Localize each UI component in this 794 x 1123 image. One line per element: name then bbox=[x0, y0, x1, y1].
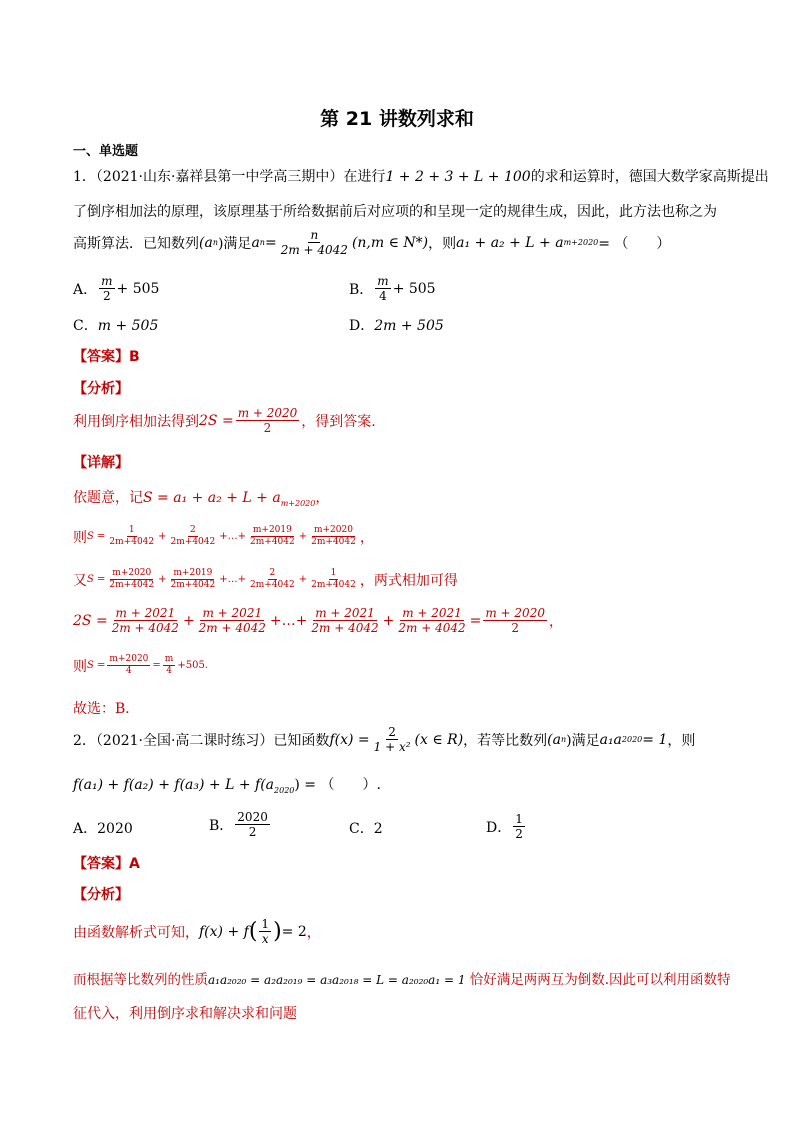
dots: +…+ bbox=[269, 612, 308, 629]
analysis-b: 2S = bbox=[199, 412, 234, 429]
q2-line1: 2．（2021·全国·高二课时练习）已知函数 f(x) = $\frac{2}{\text{1 + x²}}$ (x ∈ R) ，若等比数列 (a n )满足 a₁a 2020 = 1 ，则 bbox=[73, 725, 696, 754]
frac-num: m+2020 bbox=[112, 568, 152, 578]
option-label: A． bbox=[73, 821, 98, 837]
d1-c: ， bbox=[315, 490, 330, 506]
a1-d: ， bbox=[306, 924, 321, 941]
a2-a: 而根据等比数列的性质 bbox=[73, 972, 208, 988]
d2-frac-3 bbox=[248, 525, 297, 548]
q1-detail-5 bbox=[73, 654, 208, 677]
d3-b: S = bbox=[87, 574, 106, 585]
d2-b: S = bbox=[87, 531, 106, 542]
q1-analysis-tag: 【分析】 bbox=[73, 381, 129, 397]
equals: = bbox=[152, 660, 161, 671]
d5-c: +505. bbox=[177, 660, 208, 671]
frac-den: 2 bbox=[515, 827, 523, 841]
option-rest: + 505 bbox=[116, 280, 160, 297]
q2-analysis-2 bbox=[73, 968, 731, 988]
frac-den: 2m+4042 bbox=[109, 580, 155, 590]
q2-option-a bbox=[73, 818, 133, 838]
d4-a: 2S = bbox=[73, 612, 108, 629]
equals: = bbox=[469, 612, 482, 629]
frac-den: 2 bbox=[103, 289, 111, 303]
option-fraction bbox=[513, 812, 525, 841]
d5-b: S = bbox=[87, 660, 106, 671]
frac-den: 2 bbox=[248, 825, 257, 839]
plus: + bbox=[182, 612, 195, 629]
option-text: m + 505 bbox=[97, 318, 159, 334]
q2-then: ，则 bbox=[667, 732, 696, 749]
option-label: D． bbox=[349, 318, 375, 334]
a2-c: 恰好满足两两互为倒数.因此可以利用函数特 bbox=[465, 972, 731, 988]
frac-num: 2 bbox=[388, 725, 396, 739]
q2-sum: f(a₁) + f(a₂) + f(a₃) + L + f(a bbox=[73, 777, 275, 793]
q2-fx: f(x) = bbox=[329, 731, 370, 748]
frac-num: m+2020 bbox=[109, 654, 149, 664]
q1-seq-open: (a bbox=[199, 234, 213, 251]
frac-den: 2m+4042 bbox=[311, 537, 356, 547]
plus: + bbox=[158, 574, 167, 585]
frac-num: 2 bbox=[269, 568, 276, 578]
frac-num: 2 bbox=[190, 525, 196, 535]
q1-choose: 故选：B． bbox=[73, 701, 140, 717]
q2-option-b bbox=[209, 810, 272, 839]
q2-fraction bbox=[372, 725, 413, 754]
a1-b: f(x) + f bbox=[199, 923, 249, 940]
frac-num: m+2019 bbox=[252, 525, 292, 535]
analysis-a: 利用倒序相加法得到 bbox=[73, 413, 199, 430]
option-label: C． bbox=[73, 318, 98, 334]
dots: +…+ bbox=[219, 574, 247, 585]
plus: + bbox=[382, 612, 395, 629]
d3-frac-4 bbox=[309, 568, 358, 591]
analysis-c: ，得到答案. bbox=[301, 413, 376, 430]
q2-line2: $f(a_1) + f(a_2) + f(a_3) + L + f(a_{2020})$ = （ ）. bbox=[73, 777, 381, 795]
d2-frac-2 bbox=[169, 525, 218, 548]
q1-eq: = bbox=[264, 234, 277, 251]
d2-frac-1 bbox=[107, 525, 156, 548]
q1-answer: 【答案】B bbox=[73, 349, 140, 365]
frac-num: 2020 bbox=[237, 810, 268, 824]
q1-line3-g: ，则 bbox=[428, 235, 457, 252]
q1-line3-a: 高斯算法．已知数列 bbox=[73, 235, 199, 252]
d5-a: 则 bbox=[73, 658, 87, 675]
q2-eq1: = 1 bbox=[642, 731, 668, 748]
q1-an-num: n bbox=[310, 228, 319, 242]
frac-den: 2m + 4042 bbox=[198, 621, 266, 635]
frac-den: 1 + x² bbox=[373, 740, 411, 754]
q1-line1-math: 1 + 2 + 3 + L + 100 bbox=[385, 169, 531, 185]
d2-a: 则 bbox=[73, 529, 87, 546]
frac-num: m + 2021 bbox=[315, 606, 375, 620]
frac-den: 2m+4042 bbox=[250, 580, 295, 590]
frac-den: 2m+4042 bbox=[109, 537, 155, 547]
option-text: 2m + 505 bbox=[374, 318, 444, 334]
d3-end: ，两式相加可得 bbox=[359, 572, 458, 589]
q1-option-c bbox=[73, 315, 158, 335]
d1-b: S = a₁ + a₂ + L + a bbox=[143, 490, 281, 506]
q2-option-d bbox=[486, 812, 527, 841]
frac-den: 4 bbox=[166, 666, 172, 676]
q1-an-den: 2m + 4042 bbox=[280, 243, 348, 257]
q1-detail-tag: 【详解】 bbox=[73, 455, 129, 471]
option-fraction bbox=[99, 274, 114, 303]
q1-domain: (n,m ∈ N*) bbox=[351, 234, 429, 251]
q1-line1-suffix: 的求和运算时，德国大数学家高斯提出 bbox=[530, 169, 769, 185]
plus: + bbox=[158, 531, 167, 542]
frac-num: m+2020 bbox=[313, 525, 353, 535]
d5-frac-2 bbox=[163, 654, 176, 677]
d2-frac-4 bbox=[309, 525, 358, 548]
d3-a: 又 bbox=[73, 572, 87, 589]
frac-num: 1 bbox=[128, 525, 135, 535]
q2-answer: 【答案】A bbox=[73, 856, 140, 872]
q1-line2: 了倒序相加法的原理，该原理基于所给数据前后对应项的和呈现一定的规律生成，因此，此方法也称之为 bbox=[73, 204, 717, 220]
dots: +…+ bbox=[219, 531, 247, 542]
frac-den: 2m+4042 bbox=[311, 580, 356, 590]
q1-seq-close: )满足 bbox=[217, 235, 252, 252]
d4-frac-2 bbox=[197, 606, 268, 635]
q1-option-a bbox=[73, 274, 159, 303]
frac-den: x bbox=[261, 932, 269, 946]
d4-end: ， bbox=[548, 613, 563, 630]
q2-analysis-1: 由函数解析式可知， f(x) + f ( $\frac{1}{x}$ ) = 2 ， bbox=[73, 917, 321, 946]
plus: + bbox=[298, 574, 308, 585]
q1-option-d bbox=[349, 315, 444, 335]
q2-prefix: 2．（2021·全国·高二课时练习）已知函数 bbox=[73, 732, 330, 749]
frac-num: m + 2020 bbox=[485, 606, 545, 620]
q1-detail-2 bbox=[73, 525, 374, 548]
d3-frac-1 bbox=[107, 568, 156, 591]
option-fraction bbox=[235, 810, 270, 839]
analysis-fraction bbox=[236, 406, 300, 435]
d5-frac-1 bbox=[107, 654, 150, 677]
q1-line1-prefix: 1．（2021·山东·嘉祥县第一中学高三期中）在进行 bbox=[73, 169, 386, 185]
d3-frac-2 bbox=[169, 568, 218, 591]
q1-detail-1: 依题意，记$S = a_1 + a_2 + L + a_{m+2020}$， bbox=[73, 490, 330, 508]
q1-detail-3 bbox=[73, 568, 458, 591]
option-fraction bbox=[375, 274, 390, 303]
frac-den: 2 bbox=[511, 621, 519, 635]
d4-frac-3 bbox=[309, 606, 380, 635]
q2-prod: a₁a bbox=[599, 731, 622, 748]
option-rest: + 505 bbox=[392, 280, 436, 297]
frac-num: m+2019 bbox=[173, 568, 213, 578]
d3-frac-3 bbox=[248, 568, 297, 591]
q2-seq-close: )满足 bbox=[566, 732, 600, 749]
option-label: A． bbox=[73, 281, 98, 298]
frac-den: 2m + 4042 bbox=[311, 621, 379, 635]
plus: + bbox=[298, 531, 308, 542]
frac-num: m bbox=[164, 654, 174, 664]
frac-num: m + 2021 bbox=[115, 606, 176, 620]
q1-sum: a₁ + a₂ + L + a bbox=[456, 234, 564, 251]
q2-domain: (x ∈ R) bbox=[414, 731, 464, 748]
q2-seq-open: (a bbox=[547, 731, 561, 748]
q1-an-fraction bbox=[279, 228, 350, 257]
frac-den: 2m+4042 bbox=[250, 537, 295, 547]
q2-analysis-3: 征代入，利用倒序求和解决求和问题 bbox=[73, 1006, 297, 1022]
page-title: 第 21 讲数列求和 bbox=[320, 108, 474, 130]
frac-num: 1 bbox=[515, 812, 523, 826]
frac-den: 4 bbox=[379, 289, 387, 303]
frac-den: 4 bbox=[126, 666, 132, 676]
d4-frac-1 bbox=[110, 606, 181, 635]
frac-num: m bbox=[101, 274, 113, 288]
frac-num: m bbox=[377, 274, 389, 288]
a1-a: 由函数解析式可知， bbox=[73, 924, 199, 941]
d1-a: 依题意，记 bbox=[73, 490, 143, 506]
d2-end: ， bbox=[359, 529, 374, 546]
frac-num: m + 2021 bbox=[202, 606, 263, 620]
option-label: B． bbox=[209, 817, 234, 834]
q2-sum-end: ) = （ ）. bbox=[294, 777, 381, 793]
q1-detail-4 bbox=[73, 606, 563, 635]
q1-line1 bbox=[73, 166, 769, 186]
frac-den: 2m+4042 bbox=[170, 537, 216, 547]
frac-den: 2m+4042 bbox=[170, 580, 216, 590]
q2-option-c bbox=[349, 818, 383, 838]
q1-analysis-text bbox=[73, 406, 376, 435]
a1-fraction bbox=[259, 917, 271, 946]
d4-frac-result bbox=[483, 606, 547, 635]
a2-b: a₁a₂₀₂₀ = a₂a₂₀₁₉ = a₃a₂₀₁₈ = L = a₂₀₂₀a₁ = 1 bbox=[208, 973, 466, 987]
frac-num: m + 2020 bbox=[237, 406, 298, 420]
option-label: C． bbox=[349, 821, 374, 837]
d4-frac-4 bbox=[396, 606, 467, 635]
a1-c: = 2 bbox=[281, 923, 307, 940]
frac-num: 1 bbox=[330, 568, 337, 578]
q1-line3: 高斯算法．已知数列 (a n )满足 a n = $\frac{n}{2m + 4042}$ (n,m ∈ N*) ，则 a₁ + a₂ + L + a m+2020 = （ ） bbox=[73, 228, 671, 257]
option-text: 2 bbox=[373, 821, 383, 837]
q1-an: a bbox=[251, 234, 260, 251]
section-heading: 一、单选题 bbox=[73, 144, 139, 159]
q2-analysis-tag: 【分析】 bbox=[73, 887, 129, 903]
frac-den: 2m + 4042 bbox=[111, 621, 179, 635]
option-label: D． bbox=[486, 819, 512, 836]
frac-den: 2 bbox=[263, 421, 272, 435]
q1-blank: = （ ） bbox=[598, 235, 671, 252]
frac-den: 2m + 4042 bbox=[398, 621, 466, 635]
q1-option-b bbox=[349, 274, 436, 303]
frac-num: 1 bbox=[261, 917, 270, 931]
option-text: 2020 bbox=[97, 821, 133, 837]
q2-d: ，若等比数列 bbox=[463, 732, 548, 749]
frac-num: m + 2021 bbox=[402, 606, 462, 620]
option-label: B． bbox=[349, 281, 374, 298]
